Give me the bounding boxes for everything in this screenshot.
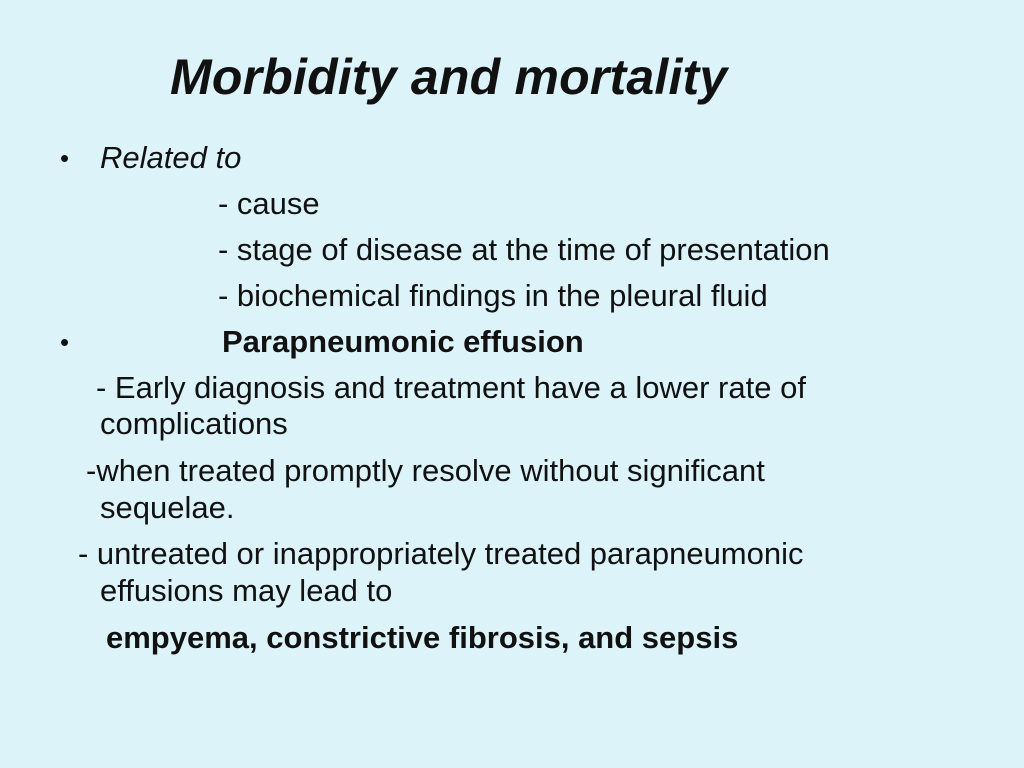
bullet1-heading: Related to [100, 140, 242, 175]
bullet1-item-cause: - cause [218, 186, 320, 221]
bullet-marker-1: • [60, 143, 70, 173]
bullet2-point-3: - untreated or inappropriately treated parapneumonic [78, 536, 804, 571]
bullet2-point-3-cont: effusions may lead to [100, 573, 393, 608]
bullet2-point-1-cont: complications [100, 406, 288, 441]
bullet2-point-2-cont: sequelae. [100, 490, 235, 525]
slide-title: Morbidity and mortality [170, 49, 728, 105]
bullet1-item-stage: - stage of disease at the time of presentation [218, 232, 830, 267]
bullet1-item-biochemical: - biochemical findings in the pleural fluid [218, 278, 768, 313]
bullet-marker-2: • [60, 327, 70, 357]
bullet2-heading: Parapneumonic effusion [222, 324, 584, 359]
bullet2-outcome: empyema, constrictive fibrosis, and sepsis [106, 620, 739, 655]
bullet2-point-2: -when treated promptly resolve without significant [86, 453, 765, 488]
bullet2-point-1: - Early diagnosis and treatment have a lower rate of [96, 370, 806, 405]
